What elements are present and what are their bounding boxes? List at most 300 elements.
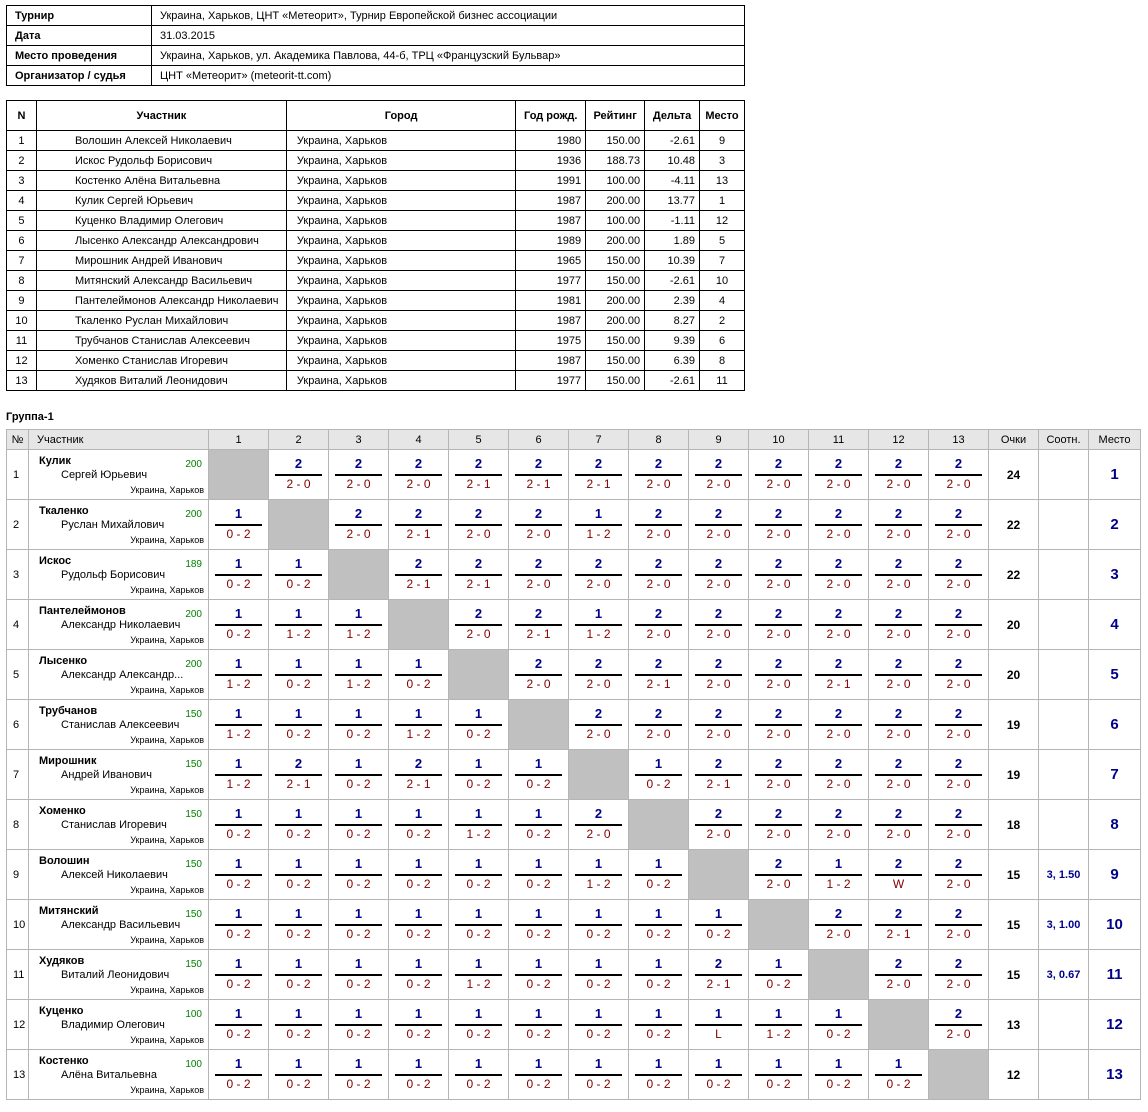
player-last-name: Хоменко xyxy=(39,805,86,817)
match-score: 0 - 2 xyxy=(886,1077,911,1091)
match-points: 1 xyxy=(234,606,243,621)
match-divider xyxy=(395,474,442,476)
final-place: 8 xyxy=(1089,800,1141,850)
match-score: 2 - 0 xyxy=(766,477,791,491)
total-points: 18 xyxy=(989,800,1039,850)
grid-self-cell xyxy=(389,600,449,650)
match-cell xyxy=(689,600,749,650)
participant-birth-year: 1975 xyxy=(516,331,586,351)
match-score: 0 - 2 xyxy=(466,1077,491,1091)
participant-number: 10 xyxy=(7,311,37,331)
match-points: 2 xyxy=(774,556,783,571)
player-first-name: Алёна Витальевна xyxy=(61,1069,157,1081)
tiebreak-ratio: 3, 0.67 xyxy=(1039,950,1089,1000)
match-cell xyxy=(809,850,869,900)
tiebreak-ratio xyxy=(1039,450,1089,500)
match-divider xyxy=(335,874,382,876)
participant-delta: -2.61 xyxy=(645,131,700,151)
match-points: 2 xyxy=(654,606,663,621)
total-points: 22 xyxy=(989,500,1039,550)
player-first-name: Рудольф Борисович xyxy=(61,569,166,581)
grid-header-col: 9 xyxy=(689,430,749,450)
match-points: 1 xyxy=(414,856,423,871)
match-divider xyxy=(455,874,502,876)
match-score: 2 - 1 xyxy=(406,777,431,791)
grid-header-ratio: Соотн. xyxy=(1039,430,1089,450)
match-divider xyxy=(875,574,922,576)
participant-birth-year: 1977 xyxy=(516,271,586,291)
info-value: 31.03.2015 xyxy=(152,26,745,46)
match-score: 2 - 0 xyxy=(766,577,791,591)
match-points: 1 xyxy=(534,856,543,871)
match-divider xyxy=(275,774,322,776)
match-divider xyxy=(335,674,382,676)
participant-birth-year: 1980 xyxy=(516,131,586,151)
participant-city: Украина, Харьков xyxy=(286,151,515,171)
match-divider xyxy=(515,1024,562,1026)
match-divider xyxy=(815,574,862,576)
match-cell xyxy=(869,650,929,700)
grid-self-cell xyxy=(449,650,509,700)
participant-city: Украина, Харьков xyxy=(286,371,515,391)
match-divider xyxy=(335,774,382,776)
match-cell xyxy=(389,1050,449,1100)
match-cell xyxy=(869,700,929,750)
match-cell xyxy=(509,550,569,600)
match-points: 1 xyxy=(474,856,483,871)
grid-player-cell xyxy=(29,1050,209,1100)
match-divider xyxy=(515,1074,562,1076)
match-cell xyxy=(449,550,509,600)
match-cell xyxy=(209,950,269,1000)
match-score: 2 - 0 xyxy=(286,477,311,491)
match-cell xyxy=(449,1000,509,1050)
match-divider xyxy=(275,974,322,976)
match-score: 1 - 2 xyxy=(586,627,611,641)
match-cell xyxy=(809,1050,869,1100)
match-divider xyxy=(335,524,382,526)
match-score: 0 - 2 xyxy=(226,577,251,591)
match-divider xyxy=(875,474,922,476)
match-cell xyxy=(809,600,869,650)
match-cell xyxy=(929,750,989,800)
grid-row-number: 12 xyxy=(7,1000,29,1050)
match-score: 0 - 2 xyxy=(226,627,251,641)
match-divider xyxy=(515,874,562,876)
match-cell xyxy=(689,700,749,750)
match-score: 2 - 0 xyxy=(766,627,791,641)
match-divider xyxy=(515,774,562,776)
grid-self-cell xyxy=(269,500,329,550)
match-cell xyxy=(689,800,749,850)
participant-city: Украина, Харьков xyxy=(286,351,515,371)
match-score: 0 - 2 xyxy=(826,1077,851,1091)
match-cell xyxy=(629,600,689,650)
match-score: 0 - 2 xyxy=(646,927,671,941)
match-points: 2 xyxy=(834,756,843,771)
match-points: 1 xyxy=(474,806,483,821)
info-key: Турнир xyxy=(7,6,152,26)
participant-row xyxy=(7,171,745,191)
match-score: 1 - 2 xyxy=(226,777,251,791)
match-cell xyxy=(629,950,689,1000)
grid-row-number: 2 xyxy=(7,500,29,550)
match-cell xyxy=(329,850,389,900)
match-score: 0 - 2 xyxy=(226,1027,251,1041)
match-divider xyxy=(815,474,862,476)
match-points: 1 xyxy=(714,906,723,921)
match-score: 2 - 1 xyxy=(526,477,551,491)
match-points: 1 xyxy=(474,706,483,721)
participant-row xyxy=(7,191,745,211)
grid-row-number: 9 xyxy=(7,850,29,900)
match-divider xyxy=(575,874,622,876)
match-cell xyxy=(929,1000,989,1050)
match-divider xyxy=(755,1024,802,1026)
grid-self-cell xyxy=(329,550,389,600)
participant-row xyxy=(7,231,745,251)
match-cell xyxy=(929,600,989,650)
grid-header-place: Место xyxy=(1089,430,1141,450)
match-score: 0 - 2 xyxy=(406,927,431,941)
match-score: 2 - 0 xyxy=(826,827,851,841)
match-cell xyxy=(569,900,629,950)
match-cell xyxy=(509,950,569,1000)
match-score: 2 - 1 xyxy=(706,777,731,791)
match-points: 2 xyxy=(834,556,843,571)
match-divider xyxy=(515,674,562,676)
player-first-name: Станислав Игоревич xyxy=(61,819,167,831)
participant-number: 5 xyxy=(7,211,37,231)
match-cell xyxy=(749,500,809,550)
match-divider xyxy=(395,974,442,976)
match-divider xyxy=(755,974,802,976)
grid-row xyxy=(7,500,1141,550)
match-divider xyxy=(695,574,742,576)
match-cell xyxy=(689,650,749,700)
match-points: 2 xyxy=(714,656,723,671)
match-cell xyxy=(749,950,809,1000)
match-cell xyxy=(629,900,689,950)
participant-city: Украина, Харьков xyxy=(286,191,515,211)
match-score: 2 - 0 xyxy=(826,727,851,741)
match-points: 2 xyxy=(954,756,963,771)
match-cell xyxy=(269,650,329,700)
grid-header-col: 6 xyxy=(509,430,569,450)
match-divider xyxy=(275,1074,322,1076)
participant-rating: 150.00 xyxy=(586,251,645,271)
player-first-name: Александр Александр... xyxy=(61,669,184,681)
match-score: 1 - 2 xyxy=(466,977,491,991)
participant-rating: 150.00 xyxy=(586,371,645,391)
match-points: 2 xyxy=(954,606,963,621)
match-score: 0 - 2 xyxy=(346,977,371,991)
match-points: 2 xyxy=(654,456,663,471)
match-cell xyxy=(809,800,869,850)
match-points: 2 xyxy=(774,706,783,721)
match-divider xyxy=(755,674,802,676)
match-score: 2 - 0 xyxy=(466,627,491,641)
match-score: 2 - 1 xyxy=(406,577,431,591)
match-divider xyxy=(455,574,502,576)
match-points: 1 xyxy=(594,906,603,921)
participant-rating: 200.00 xyxy=(586,191,645,211)
match-score: 0 - 2 xyxy=(466,727,491,741)
match-cell xyxy=(569,950,629,1000)
match-score: 0 - 2 xyxy=(346,1027,371,1041)
participant-row xyxy=(7,311,745,331)
match-score: 0 - 2 xyxy=(466,777,491,791)
match-divider xyxy=(215,674,262,676)
match-points: 1 xyxy=(534,956,543,971)
match-score: 0 - 2 xyxy=(406,977,431,991)
match-divider xyxy=(875,924,922,926)
grid-row-number: 4 xyxy=(7,600,29,650)
match-divider xyxy=(935,974,982,976)
match-cell xyxy=(809,650,869,700)
match-divider xyxy=(755,1074,802,1076)
match-divider xyxy=(635,524,682,526)
match-divider xyxy=(875,774,922,776)
match-divider xyxy=(575,924,622,926)
match-points: 2 xyxy=(294,756,303,771)
participant-birth-year: 1936 xyxy=(516,151,586,171)
grid-row xyxy=(7,550,1141,600)
match-score: 2 - 0 xyxy=(826,477,851,491)
match-points: 2 xyxy=(654,506,663,521)
match-divider xyxy=(275,924,322,926)
match-score: 0 - 2 xyxy=(286,927,311,941)
player-first-name: Владимир Олегович xyxy=(61,1019,165,1031)
match-cell xyxy=(629,650,689,700)
match-points: 2 xyxy=(954,806,963,821)
participant-delta: -4.11 xyxy=(645,171,700,191)
total-points: 15 xyxy=(989,850,1039,900)
final-place: 11 xyxy=(1089,950,1141,1000)
match-points: 2 xyxy=(654,656,663,671)
participant-row xyxy=(7,211,745,231)
match-points: 1 xyxy=(294,956,303,971)
match-divider xyxy=(695,1024,742,1026)
match-score: 2 - 0 xyxy=(826,777,851,791)
match-cell xyxy=(869,750,929,800)
match-points: 2 xyxy=(954,856,963,871)
match-cell xyxy=(509,600,569,650)
participant-birth-year: 1987 xyxy=(516,191,586,211)
match-points: 2 xyxy=(774,656,783,671)
match-points: 2 xyxy=(534,656,543,671)
grid-player-cell xyxy=(29,950,209,1000)
match-divider xyxy=(635,674,682,676)
match-cell xyxy=(929,850,989,900)
match-points: 2 xyxy=(594,456,603,471)
match-cell xyxy=(629,700,689,750)
final-place: 12 xyxy=(1089,1000,1141,1050)
match-cell xyxy=(329,800,389,850)
match-divider xyxy=(815,774,862,776)
participant-city: Украина, Харьков xyxy=(286,331,515,351)
match-cell xyxy=(269,1050,329,1100)
match-points: 2 xyxy=(834,506,843,521)
match-points: 2 xyxy=(834,706,843,721)
grid-header-col: 11 xyxy=(809,430,869,450)
match-divider xyxy=(515,474,562,476)
match-divider xyxy=(275,474,322,476)
match-cell xyxy=(389,650,449,700)
participant-rating: 100.00 xyxy=(586,171,645,191)
match-cell xyxy=(449,600,509,650)
participant-city: Украина, Харьков xyxy=(286,211,515,231)
participant-place: 11 xyxy=(700,371,745,391)
match-cell xyxy=(629,750,689,800)
participant-place: 1 xyxy=(700,191,745,211)
grid-player-cell xyxy=(29,700,209,750)
match-divider xyxy=(455,524,502,526)
match-cell xyxy=(509,800,569,850)
participant-birth-year: 1981 xyxy=(516,291,586,311)
match-score: 0 - 2 xyxy=(586,1077,611,1091)
match-cell xyxy=(629,450,689,500)
participant-number: 9 xyxy=(7,291,37,311)
match-cell xyxy=(269,600,329,650)
match-divider xyxy=(395,924,442,926)
match-score: 0 - 2 xyxy=(226,927,251,941)
match-cell xyxy=(509,750,569,800)
match-divider xyxy=(755,724,802,726)
grid-row-number: 13 xyxy=(7,1050,29,1100)
match-cell xyxy=(809,1000,869,1050)
match-divider xyxy=(515,524,562,526)
match-score: 0 - 2 xyxy=(406,1077,431,1091)
player-last-name: Трубчанов xyxy=(39,705,98,717)
participant-place: 6 xyxy=(700,331,745,351)
match-divider xyxy=(215,524,262,526)
match-points: 2 xyxy=(954,956,963,971)
participant-number: 6 xyxy=(7,231,37,251)
match-cell xyxy=(749,850,809,900)
match-cell xyxy=(329,750,389,800)
match-points: 1 xyxy=(834,1006,843,1021)
match-points: 2 xyxy=(954,456,963,471)
match-divider xyxy=(335,924,382,926)
match-cell xyxy=(389,500,449,550)
player-city: Украина, Харьков xyxy=(130,1035,204,1045)
match-divider xyxy=(455,774,502,776)
match-points: 2 xyxy=(834,606,843,621)
match-score: 2 - 0 xyxy=(766,877,791,891)
match-score: 2 - 0 xyxy=(886,577,911,591)
match-divider xyxy=(275,724,322,726)
match-divider xyxy=(815,624,862,626)
grid-self-cell xyxy=(869,1000,929,1050)
match-points: 2 xyxy=(594,706,603,721)
match-cell xyxy=(449,750,509,800)
grid-row-number: 10 xyxy=(7,900,29,950)
grid-self-cell xyxy=(689,850,749,900)
player-rating: 100 xyxy=(185,1059,202,1070)
grid-row xyxy=(7,450,1141,500)
match-score: 2 - 1 xyxy=(586,477,611,491)
match-score: 2 - 1 xyxy=(706,977,731,991)
match-score: 2 - 0 xyxy=(706,527,731,541)
match-divider xyxy=(935,574,982,576)
participant-number: 13 xyxy=(7,371,37,391)
match-points: 1 xyxy=(234,1056,243,1071)
grid-row-number: 5 xyxy=(7,650,29,700)
match-score: 0 - 2 xyxy=(286,1077,311,1091)
match-score: 2 - 0 xyxy=(766,527,791,541)
participant-birth-year: 1987 xyxy=(516,311,586,331)
player-last-name: Пантелеймонов xyxy=(39,605,126,617)
grid-player-cell xyxy=(29,750,209,800)
match-score: 2 - 0 xyxy=(946,527,971,541)
match-divider xyxy=(455,1024,502,1026)
participant-delta: 8.27 xyxy=(645,311,700,331)
player-first-name: Виталий Леонидович xyxy=(61,969,170,981)
grid-player-cell xyxy=(29,600,209,650)
match-score: 2 - 1 xyxy=(646,677,671,691)
match-divider xyxy=(275,674,322,676)
grid-self-cell xyxy=(209,450,269,500)
match-cell xyxy=(929,650,989,700)
match-points: 1 xyxy=(534,906,543,921)
match-cell xyxy=(449,850,509,900)
match-divider xyxy=(575,824,622,826)
info-row xyxy=(7,6,745,26)
match-divider xyxy=(815,1024,862,1026)
participants-header: N xyxy=(7,101,37,131)
match-score: 0 - 2 xyxy=(286,977,311,991)
match-score: 2 - 1 xyxy=(466,477,491,491)
match-divider xyxy=(395,1024,442,1026)
match-score: 0 - 2 xyxy=(766,977,791,991)
final-place: 6 xyxy=(1089,700,1141,750)
player-city: Украина, Харьков xyxy=(130,635,204,645)
match-cell xyxy=(569,1000,629,1050)
player-last-name: Ткаленко xyxy=(39,505,89,517)
player-first-name: Станислав Алексеевич xyxy=(61,719,180,731)
match-score: 2 - 0 xyxy=(886,677,911,691)
match-points: 1 xyxy=(294,856,303,871)
match-cell xyxy=(689,500,749,550)
match-score: 0 - 2 xyxy=(466,877,491,891)
match-divider xyxy=(515,574,562,576)
match-divider xyxy=(935,874,982,876)
match-points: 1 xyxy=(654,956,663,971)
match-cell xyxy=(569,850,629,900)
match-score: 0 - 2 xyxy=(706,1077,731,1091)
match-score: 2 - 0 xyxy=(646,527,671,541)
match-score: 1 - 2 xyxy=(586,877,611,891)
match-score: 2 - 0 xyxy=(946,777,971,791)
match-cell xyxy=(509,900,569,950)
match-points: 2 xyxy=(654,556,663,571)
participant-number: 12 xyxy=(7,351,37,371)
participant-delta: 10.48 xyxy=(645,151,700,171)
match-divider xyxy=(395,874,442,876)
match-cell xyxy=(689,450,749,500)
match-cell xyxy=(449,900,509,950)
match-divider xyxy=(455,824,502,826)
match-points: 2 xyxy=(774,806,783,821)
match-cell xyxy=(269,1000,329,1050)
match-points: 2 xyxy=(894,506,903,521)
match-points: 2 xyxy=(414,756,423,771)
match-divider xyxy=(395,724,442,726)
match-cell xyxy=(389,950,449,1000)
match-points: 1 xyxy=(354,956,363,971)
match-score: 0 - 2 xyxy=(346,927,371,941)
